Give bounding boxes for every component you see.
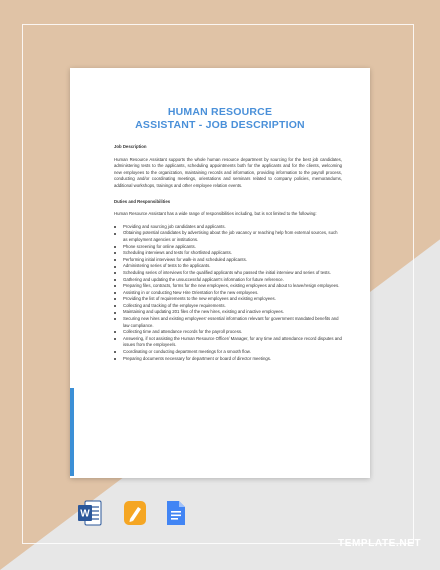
google-docs-icon[interactable] bbox=[166, 500, 186, 526]
duty-item: Scheduling interviews and tests for shortlisted applicants. bbox=[114, 250, 342, 257]
duty-item: Securing new hires and existing employees' essential information relevant for government mandated benefits and law compliance. bbox=[114, 316, 342, 329]
word-icon[interactable] bbox=[78, 500, 102, 526]
duty-item: Preparing files, contracts, forms for the new employees, existing employees and about to leave/resign employees. bbox=[114, 283, 342, 290]
duty-item: Obtaining potential candidates by advertising about the job vacancy or reaching help from external sources, such as employment agencies or institutions. bbox=[114, 230, 342, 243]
duty-item: Gathering and updating the unsuccessful applicant's information for future reference. bbox=[114, 277, 342, 284]
svg-text:W: W bbox=[80, 508, 90, 520]
duty-item: Performing initial interviews for walk-in and scheduled applicants. bbox=[114, 257, 342, 264]
document-title-line-1: HUMAN RESOURCE bbox=[167, 106, 273, 118]
section-heading-job-description: Job Description bbox=[114, 144, 147, 149]
duty-item: Scheduling series of interviews for the qualified applicants who passed the initial interview and series of tests. bbox=[114, 270, 342, 277]
duty-item: Coordinating or conducting department meetings for a smooth flow. bbox=[114, 349, 342, 356]
duty-item: Answering, if not assisting the Human Resource Officer/ Manager, for any time and attendance record disputes and issues from the employee/s. bbox=[114, 336, 342, 349]
section-heading-duties: Duties and Responsibilities bbox=[114, 198, 171, 204]
document-title bbox=[70, 106, 370, 132]
duty-item: Collecting and tracking of the employee requirements. bbox=[114, 303, 342, 310]
pages-icon[interactable] bbox=[123, 500, 147, 526]
document-body bbox=[114, 144, 342, 362]
duty-item: Maintaining and updating 201 files of the new hires, existing and inactive employees. bbox=[114, 309, 342, 316]
duty-item: Preparing documents necessary for department or board of director meetings. bbox=[114, 356, 342, 363]
document-page bbox=[70, 68, 370, 478]
duty-item: Administering series of tests to the applicants. bbox=[114, 263, 342, 270]
brand-watermark: TEMPLATE.NET bbox=[338, 538, 422, 549]
duties-intro-paragraph: Human Resource Assistant has a wide range of responsibilities including, but is not limited to the following: bbox=[114, 211, 317, 217]
job-description-paragraph: Human Resource Assistant supports the whole human resource department by sourcing for the best job candidates, administering tests to the applicants, scheduling appointments both for the applicants and for the clients, welcoming new employees to the organization, maintaining records and information, providing information to the payroll process, conducting and/or coordinating meetings, orientations and seminars related to company policies, memorandums, additional workshops, trainings and other employee relation events. bbox=[114, 156, 342, 188]
blue-accent-bar bbox=[70, 388, 74, 476]
duty-item: Providing and sourcing job candidates and applicants. bbox=[114, 224, 342, 231]
duty-item: Collecting time and attendance records for the payroll process. bbox=[114, 329, 342, 336]
duty-item: Phone screening for online applicants. bbox=[114, 244, 342, 251]
document-title-line-2: ASSISTANT - JOB DESCRIPTION bbox=[135, 119, 305, 131]
duty-item: Assisting in or conducting New Hire Orientation for the new employees. bbox=[114, 290, 342, 297]
duty-item: Providing the list of requirements to the new employees and existing employees. bbox=[114, 296, 342, 303]
duties-list bbox=[114, 224, 342, 362]
